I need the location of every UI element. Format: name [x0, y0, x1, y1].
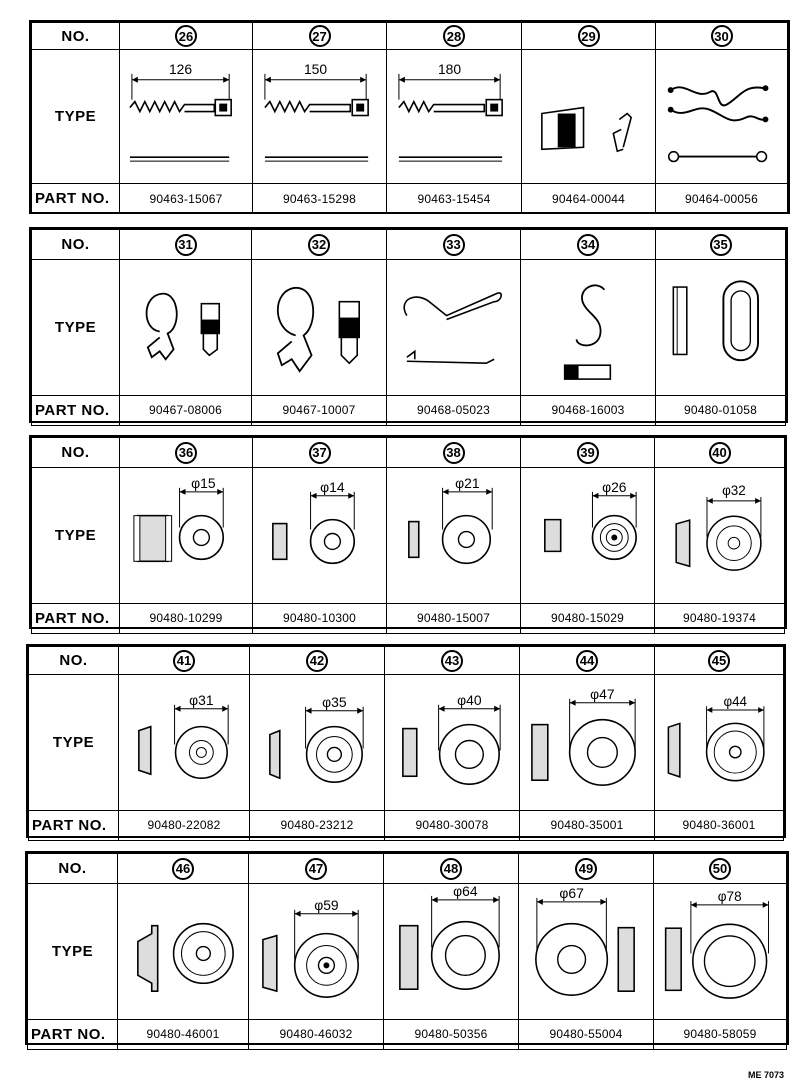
- part-number: 90480-15007: [387, 603, 521, 633]
- item-number: 30: [711, 25, 733, 47]
- part-no-header: PART NO.: [32, 603, 120, 633]
- type-cell: [655, 468, 785, 604]
- part-no-header: PART NO.: [28, 1019, 118, 1049]
- part-number: 90467-08006: [120, 395, 252, 425]
- item-number: 39: [577, 442, 599, 464]
- part-number: 90480-01058: [656, 395, 786, 425]
- dimension-label: φ26: [602, 478, 627, 495]
- item-number: 50: [709, 858, 731, 880]
- grommet-drawing: [385, 675, 519, 810]
- no-header: NO.: [32, 438, 120, 468]
- clamp-drawing: [656, 50, 787, 183]
- type-cell: [387, 260, 521, 396]
- part-number: 90467-10007: [252, 395, 387, 425]
- type-header: TYPE: [32, 260, 120, 396]
- dimension-label: φ44: [723, 694, 748, 710]
- grommet-drawing: [249, 884, 383, 1019]
- part-number: 90480-15029: [521, 603, 655, 633]
- parts-table-2: [29, 227, 788, 423]
- grommet-drawing: [250, 675, 384, 810]
- s-hook-drawing: [521, 260, 655, 395]
- type-cell: [249, 884, 384, 1020]
- item-number: 29: [578, 25, 600, 47]
- item-number: 31: [175, 234, 197, 256]
- wire-hook-drawing: [387, 260, 520, 395]
- item-number: 34: [577, 234, 599, 256]
- type-cell: [521, 260, 656, 396]
- type-cell: [387, 468, 521, 604]
- parts-table-5: [25, 851, 789, 1045]
- dimension-label: φ40: [457, 691, 482, 708]
- dimension-label: φ15: [191, 474, 216, 491]
- type-cell: [521, 468, 655, 604]
- item-number: 42: [306, 650, 328, 672]
- type-cell: [118, 884, 249, 1020]
- part-number: 90480-19374: [655, 603, 785, 633]
- dimension-label: φ32: [722, 483, 746, 499]
- part-number: 90480-30078: [385, 810, 520, 840]
- grommet-drawing: [521, 468, 654, 603]
- part-no-header: PART NO.: [32, 184, 120, 214]
- part-number: 90463-15454: [387, 184, 522, 214]
- item-number: 40: [709, 442, 731, 464]
- dimension-label: φ47: [590, 685, 615, 702]
- dimension-label: φ67: [559, 884, 584, 901]
- item-number: 28: [443, 25, 465, 47]
- item-number: 41: [173, 650, 195, 672]
- type-cell: [656, 260, 786, 396]
- item-number: 38: [443, 442, 465, 464]
- part-number: 90480-58059: [654, 1019, 787, 1049]
- no-header: NO.: [32, 230, 120, 260]
- grommet-drawing: [120, 468, 252, 603]
- type-header: TYPE: [28, 884, 118, 1020]
- item-number: 49: [575, 858, 597, 880]
- part-number: 90464-00056: [656, 184, 788, 214]
- grommet-drawing: [387, 468, 520, 603]
- item-number: 45: [708, 650, 730, 672]
- dimension-label: φ78: [717, 889, 742, 905]
- grommet-drawing: [519, 884, 653, 1019]
- parts-table-4: [26, 644, 786, 838]
- type-cell: [385, 675, 520, 811]
- dimension-label: φ14: [320, 478, 345, 495]
- type-cell: [519, 884, 654, 1020]
- part-number: 90464-00044: [522, 184, 656, 214]
- item-number: 44: [576, 650, 598, 672]
- dimension-label: φ64: [453, 884, 478, 899]
- type-cell: [387, 50, 522, 184]
- part-number: 90480-55004: [519, 1019, 654, 1049]
- part-number: 90463-15067: [120, 184, 253, 214]
- type-header: TYPE: [32, 468, 120, 604]
- item-number: 48: [440, 858, 462, 880]
- part-number: 90480-46032: [249, 1019, 384, 1049]
- part-number: 90480-10300: [253, 603, 387, 633]
- part-number: 90468-16003: [521, 395, 656, 425]
- parts-table-1: [29, 20, 790, 214]
- type-cell: [253, 468, 387, 604]
- type-cell: [120, 260, 252, 396]
- item-number: 27: [309, 25, 331, 47]
- no-header: NO.: [32, 23, 120, 50]
- item-number: 35: [710, 234, 732, 256]
- type-cell: [520, 675, 655, 811]
- part-number: 90480-23212: [250, 810, 385, 840]
- type-cell: [250, 675, 385, 811]
- part-number: 90468-05023: [387, 395, 521, 425]
- grommet-drawing: [654, 884, 786, 1019]
- part-no-header: PART NO.: [32, 395, 120, 425]
- no-header: NO.: [29, 647, 119, 675]
- grommet-drawing: [656, 260, 785, 395]
- type-header: TYPE: [32, 50, 120, 184]
- part-no-header: PART NO.: [29, 810, 119, 840]
- grommet-drawing: [253, 468, 386, 603]
- grommet-drawing: [655, 675, 783, 810]
- type-header: TYPE: [29, 675, 119, 811]
- grommet-drawing: [119, 675, 249, 810]
- dimension-label: φ59: [314, 896, 339, 913]
- drawing-code: ME 7073: [747, 1070, 784, 1080]
- item-number: 46: [172, 858, 194, 880]
- grommet-drawing: [118, 884, 248, 1019]
- type-cell: [654, 884, 787, 1020]
- dimension-label: φ35: [322, 693, 347, 710]
- type-cell: [522, 50, 656, 184]
- dimension-label: 180: [437, 60, 462, 77]
- item-number: 36: [175, 442, 197, 464]
- wire-clip-drawing: [120, 260, 251, 395]
- grommet-drawing: [384, 884, 518, 1019]
- dimension-label: 126: [168, 60, 193, 77]
- item-number: 33: [443, 234, 465, 256]
- part-number: 90480-35001: [520, 810, 655, 840]
- item-number: 37: [309, 442, 331, 464]
- item-number: 47: [305, 858, 327, 880]
- type-cell: [120, 468, 253, 604]
- wire-clip-drawing: [252, 260, 386, 395]
- item-number: 43: [441, 650, 463, 672]
- type-cell: [384, 884, 519, 1020]
- part-number: 90463-15298: [253, 184, 387, 214]
- type-cell: [119, 675, 250, 811]
- cable-tie-drawing: [387, 50, 521, 183]
- parts-table-3: [29, 435, 787, 629]
- part-number: 90480-36001: [655, 810, 784, 840]
- part-number: 90480-22082: [119, 810, 250, 840]
- type-cell: [656, 50, 788, 184]
- item-number: 26: [175, 25, 197, 47]
- type-cell: [252, 260, 387, 396]
- clip-drawing: [522, 50, 655, 183]
- item-number: 32: [308, 234, 330, 256]
- type-cell: [120, 50, 253, 184]
- no-header: NO.: [28, 854, 118, 884]
- part-number: 90480-46001: [118, 1019, 249, 1049]
- cable-tie-drawing: [120, 50, 252, 183]
- cable-tie-drawing: [253, 50, 386, 183]
- dimension-label: φ31: [189, 691, 214, 708]
- type-cell: [253, 50, 387, 184]
- grommet-drawing: [520, 675, 654, 810]
- dimension-label: φ21: [455, 474, 480, 491]
- type-cell: [655, 675, 784, 811]
- part-number: 90480-50356: [384, 1019, 519, 1049]
- dimension-label: 150: [303, 60, 328, 77]
- part-number: 90480-10299: [120, 603, 253, 633]
- grommet-drawing: [655, 468, 784, 603]
